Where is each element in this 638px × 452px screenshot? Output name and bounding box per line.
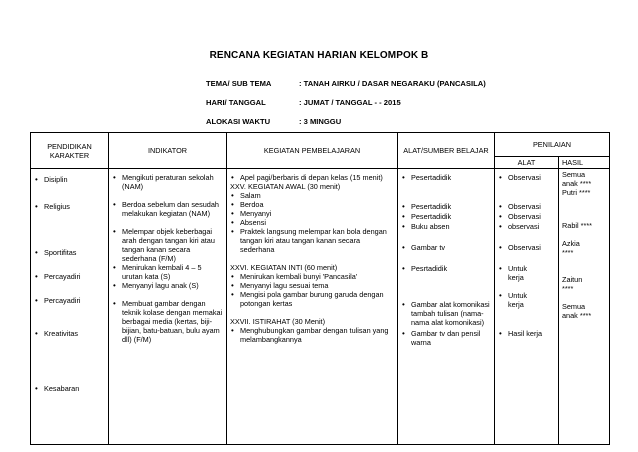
list-item: • Observasi — [498, 202, 555, 211]
header-indikator: INDIKATOR — [109, 133, 227, 169]
activity-table — [30, 132, 610, 445]
list-item: • Sportifitas — [34, 248, 105, 257]
list-item: • Disiplin — [34, 175, 105, 184]
list-item: • Observasi — [498, 243, 555, 252]
list-item: • Gambar tv dan pensil warna — [401, 329, 491, 347]
list-item: • Religius — [34, 202, 105, 211]
list-item: • Menirukan kembali 4 – 5 urutan kata (S) — [112, 263, 223, 281]
list-item: • observasi — [498, 222, 555, 231]
list-item: • Praktek langsung melempar kan bola dengan tangan kiri atau tangan kanan secara sederhana — [230, 227, 394, 254]
list-item: • Pesertadidik — [401, 212, 491, 221]
list-item: • Mengikuti peraturan sekolah (NAM) — [112, 173, 223, 191]
header-alat-sumber: ALAT/SUMBER BELAJAR — [398, 133, 495, 169]
list-item: • Berdoa — [230, 200, 394, 209]
meta-key: TEMA/ SUB TEMA — [206, 79, 272, 88]
section-heading-inti: XXVI. KEGIATAN INTI (60 menit) — [230, 263, 338, 272]
document-title: RENCANA KEGIATAN HARIAN KELOMPOK B — [209, 50, 429, 61]
list-item: • Menirukan kembali bunyi 'Pancasila' — [230, 272, 394, 281]
list-item: • Gambar alat komonikasi tambah tulisan (nama-nama alat komonikasi) — [401, 300, 491, 327]
header-alat: ALAT — [495, 157, 559, 169]
list-item: • Pesertadidik — [401, 202, 491, 211]
list-item: • Salam — [230, 191, 394, 200]
list-item: • Menyanyi lagu anak (S) — [112, 281, 223, 290]
indikator-cell — [109, 169, 227, 445]
hasil-entry: Azkia **** — [562, 239, 580, 257]
list-item: • Absensi — [230, 218, 394, 227]
list-item: • Melempar objek keberbagai arah dengan tangan kiri atau tangan kanan secara sederhana (F/M) — [112, 227, 223, 263]
list-item: • Membuat gambar dengan teknik kolase dengan memakai berbagai media (kertas, biji-bijian, batu-batuan, bulu ayam dll) (F/M) — [112, 299, 223, 344]
list-item: • Pesertadidik — [401, 173, 491, 182]
hasil-entry: Putri **** — [562, 188, 591, 197]
list-item: • Percayadiri — [34, 296, 105, 305]
hasil-entry: Semua anak **** — [562, 170, 592, 188]
meta-value: : JUMAT / TANGGAL - - 2015 — [299, 98, 401, 107]
list-item: • Percayadiri — [34, 272, 105, 281]
meta-value: : TANAH AIRKU / DASAR NEGARAKU (PANCASILA) — [299, 79, 486, 88]
header-kegiatan: KEGIATAN PEMBELAJARAN — [227, 133, 398, 169]
list-item: • Menyanyi lagu sesuai tema — [230, 281, 394, 290]
header-penilaian: PENILAIAN — [495, 133, 610, 157]
meta-key: HARI/ TANGGAL — [206, 98, 266, 107]
list-item: • Untuk kerja — [498, 264, 555, 282]
hasil-cell — [559, 169, 610, 445]
header-pendidikan: PENDIDIKAN KARAKTER — [31, 133, 109, 169]
hasil-entry: Rabil **** — [562, 221, 593, 230]
hasil-entry: Semua anak **** — [562, 302, 592, 320]
list-item: • Observasi — [498, 212, 555, 221]
penilaian-alat-cell — [495, 169, 559, 445]
list-item: • Kreativitas — [34, 329, 105, 338]
list-item: • Untuk kerja — [498, 291, 555, 309]
list-item: • Mengisi pola gambar burung garuda dengan potongan kertas — [230, 290, 394, 308]
section-heading-istirahat: XXVII. ISTIRAHAT (30 Menit) — [230, 317, 326, 326]
list-item: • Kesabaran — [34, 384, 105, 393]
list-item: • Menyanyi — [230, 209, 394, 218]
list-item: • Menghubungkan gambar dengan tulisan yang melambangkannya — [230, 326, 394, 344]
header-hasil: HASIL — [559, 157, 610, 169]
list-item: • Apel pagi/berbaris di depan kelas (15 menit) — [230, 173, 394, 182]
karakter-cell — [31, 169, 109, 445]
hasil-entry: Zaitun **** — [562, 275, 583, 293]
list-item: • Berdoa sebelum dan sesudah melakukan kegiatan (NAM) — [112, 200, 223, 218]
list-item: • Gambar tv — [401, 243, 491, 252]
list-item: • Pesrtadidik — [401, 264, 491, 273]
kegiatan-cell — [227, 169, 398, 445]
meta-value: : 3 MINGGU — [299, 117, 342, 126]
list-item: • Hasil kerja — [498, 329, 555, 338]
list-item: • Observasi — [498, 173, 555, 182]
alat-sumber-cell — [398, 169, 495, 445]
list-item: • Buku absen — [401, 222, 491, 231]
meta-key: ALOKASI WAKTU — [206, 117, 271, 126]
section-heading-awal: XXV. KEGIATAN AWAL (30 menit) — [230, 182, 341, 191]
